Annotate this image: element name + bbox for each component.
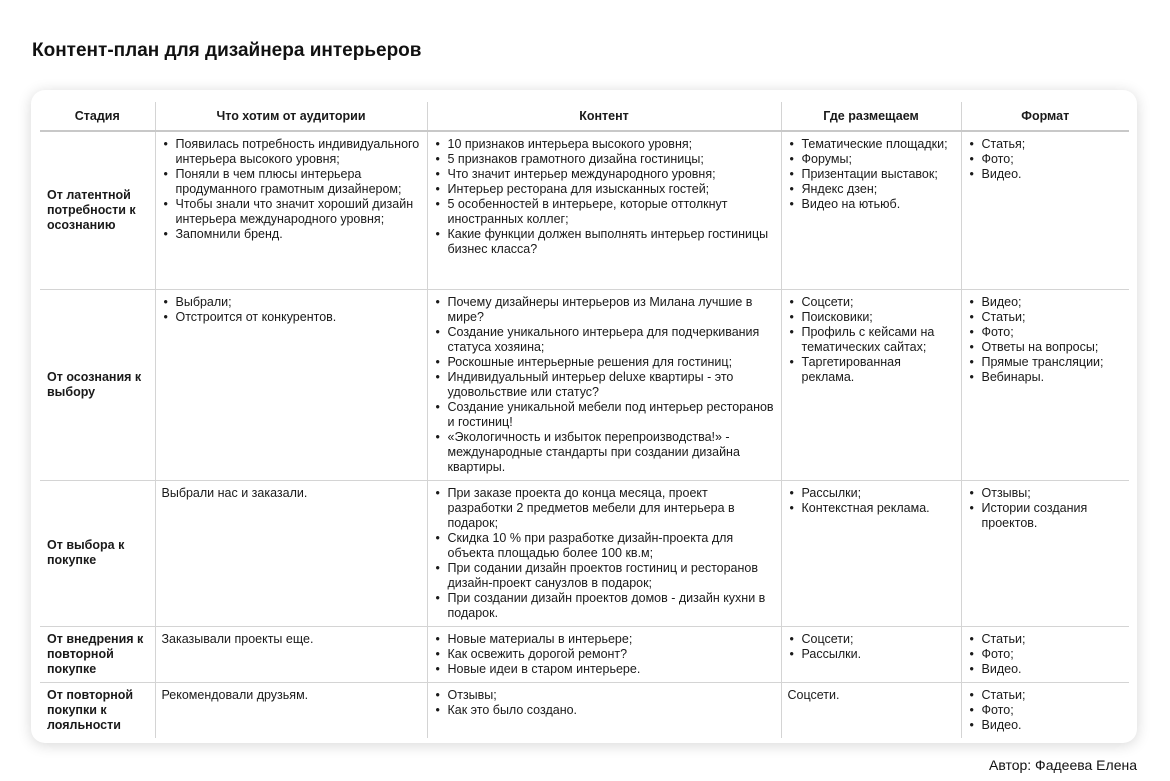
placement-cell xyxy=(781,131,961,289)
audience-cell xyxy=(155,289,427,480)
audience-text: Заказывали проекты еще. xyxy=(161,631,314,646)
content-cell xyxy=(427,682,781,738)
list-item: • Новые идеи в старом интерьере. xyxy=(434,662,775,677)
list-item: • «Экологичность и избыток перепроизводства!» - международные стандарты при создании дизайна квартиры. xyxy=(434,430,775,475)
list-item: • При создании дизайн проектов домов - дизайн кухни в подарок. xyxy=(434,591,775,621)
list-item: • Создание уникального интерьера для подчеркивания статуса хозяина; xyxy=(434,325,775,355)
audience-cell xyxy=(155,480,427,626)
list-item: • Как это было создано. xyxy=(434,703,775,718)
list-item: • Как освежить дорогой ремонт? xyxy=(434,647,775,662)
audience-text: Рекомендовали друзьям. xyxy=(161,687,309,702)
list-item: • Отзывы; xyxy=(968,486,1124,501)
list-item: • Соцсети; xyxy=(788,295,955,310)
table-header-row xyxy=(40,102,1129,131)
list-item: • Роскошные интерьерные решения для гостиниц; xyxy=(434,355,775,370)
format-cell xyxy=(961,289,1129,480)
list-item: • Истории создания проектов. xyxy=(968,501,1124,531)
list-item: • Отзывы; xyxy=(434,688,775,703)
list-item: • 10 признаков интерьера высокого уровня; xyxy=(434,137,775,152)
list-item: • Интерьер ресторана для изысканных гостей; xyxy=(434,182,775,197)
audience-cell xyxy=(155,131,427,289)
list-item: • Статьи; xyxy=(968,310,1124,325)
format-cell xyxy=(961,480,1129,626)
page-title: Контент-план для дизайнера интерьеров xyxy=(32,40,422,61)
list-item: • Рассылки. xyxy=(788,647,955,662)
audience-text: Выбрали нас и заказали. xyxy=(161,485,308,500)
list-item: • При содании дизайн проектов гостиниц и ресторанов дизайн-проект санузлов в подарок; xyxy=(434,561,775,591)
content-cell xyxy=(427,131,781,289)
list-item: • Тематические площадки; xyxy=(788,137,955,152)
table-row xyxy=(40,289,1129,480)
list-item: • Статьи; xyxy=(968,632,1124,647)
list-item: • Фото; xyxy=(968,325,1124,340)
list-item: • Фото; xyxy=(968,703,1124,718)
list-item: • 5 признаков грамотного дизайна гостиницы; xyxy=(434,152,775,167)
placement-cell xyxy=(781,289,961,480)
list-item: • Профиль с кейсами на тематических сайтах; xyxy=(788,325,955,355)
format-cell xyxy=(961,682,1129,738)
list-item: • Рассылки; xyxy=(788,486,955,501)
list-item: • Выбрали; xyxy=(162,295,421,310)
list-item: • Поисковики; xyxy=(788,310,955,325)
list-item: • Почему дизайнеры интерьеров из Милана лучшие в мире? xyxy=(434,295,775,325)
stage-cell: От выбора к покупке xyxy=(40,480,155,626)
content-cell xyxy=(427,626,781,682)
placement-cell xyxy=(781,682,961,738)
list-item: • Запомнили бренд. xyxy=(162,227,421,242)
table-row xyxy=(40,131,1129,289)
header-audience: Что хотим от аудитории xyxy=(155,102,427,131)
format-cell xyxy=(961,626,1129,682)
list-item: • Новые материалы в интерьере; xyxy=(434,632,775,647)
list-item: • Призентации выставок; xyxy=(788,167,955,182)
stage-cell: От латентной потребности к осознанию xyxy=(47,187,136,232)
list-item: • Статья; xyxy=(968,137,1124,152)
table-row xyxy=(40,682,1129,738)
format-cell xyxy=(961,131,1129,289)
list-item: • Соцсети; xyxy=(788,632,955,647)
content-cell xyxy=(427,289,781,480)
list-item: • Ответы на вопросы; xyxy=(968,340,1124,355)
list-item: • Яндекс дзен; xyxy=(788,182,955,197)
list-item: • Создание уникальной мебели под интерьер ресторанов и гостиниц! xyxy=(434,400,775,430)
list-item: • Фото; xyxy=(968,647,1124,662)
list-item: • Видео; xyxy=(968,295,1124,310)
list-item: • Видео. xyxy=(968,718,1124,733)
header-content: Контент xyxy=(427,102,781,131)
list-item: • Отстроится от конкурентов. xyxy=(162,310,421,325)
list-item: • Что значит интерьер международного уровня; xyxy=(434,167,775,182)
list-item: • Статьи; xyxy=(968,688,1124,703)
header-stage: Стадия xyxy=(40,102,155,131)
list-item: • Таргетированная реклама. xyxy=(788,355,955,385)
list-item: • Видео. xyxy=(968,167,1124,182)
list-item: • При заказе проекта до конца месяца, проект разработки 2 предметов мебели для интерьера в подарок; xyxy=(434,486,775,531)
content-cell xyxy=(427,480,781,626)
list-item: • Какие функции должен выполнять интерьер гостиницы бизнес класса? xyxy=(434,227,775,257)
table-row xyxy=(40,480,1129,626)
placement-cell xyxy=(781,480,961,626)
list-item: • Прямые трансляции; xyxy=(968,355,1124,370)
list-item: • Скидка 10 % при разработке дизайн-проекта для объекта площадью более 100 кв.м; xyxy=(434,531,775,561)
stage-cell: От внедрения к повторной покупке xyxy=(40,626,155,682)
list-item: • Вебинары. xyxy=(968,370,1124,385)
list-item: • Видео на ютьюб. xyxy=(788,197,955,212)
list-item: • Форумы; xyxy=(788,152,955,167)
content-plan-card xyxy=(31,90,1137,743)
placement-cell xyxy=(781,626,961,682)
header-format: Формат xyxy=(961,102,1129,131)
audience-cell xyxy=(155,626,427,682)
stage-cell: От повторной покупки к лояльности xyxy=(40,682,155,738)
audience-cell xyxy=(155,682,427,738)
header-placement: Где размещаем xyxy=(781,102,961,131)
list-item: • Индивидуальный интерьер deluxe квартиры - это удовольствие или статус? xyxy=(434,370,775,400)
list-item: • 5 особенностей в интерьере, которые оттолкнут иностранных коллег; xyxy=(434,197,775,227)
placement-text: Соцсети. xyxy=(787,687,840,702)
list-item: • Видео. xyxy=(968,662,1124,677)
author-credit: Автор: Фадеева Елена xyxy=(988,757,1137,773)
list-item: • Появилась потребность индивидуального интерьера высокого уровня; xyxy=(162,137,421,167)
list-item: • Фото; xyxy=(968,152,1124,167)
list-item: • Поняли в чем плюсы интерьера продуманного грамотным дизайнером; xyxy=(162,167,421,197)
list-item: • Контекстная реклама. xyxy=(788,501,955,516)
list-item: • Чтобы знали что значит хороший дизайн интерьера международного уровня; xyxy=(162,197,421,227)
table-row xyxy=(40,626,1129,682)
stage-cell: От осознания к выбору xyxy=(40,289,155,480)
content-plan-table xyxy=(40,102,1129,738)
